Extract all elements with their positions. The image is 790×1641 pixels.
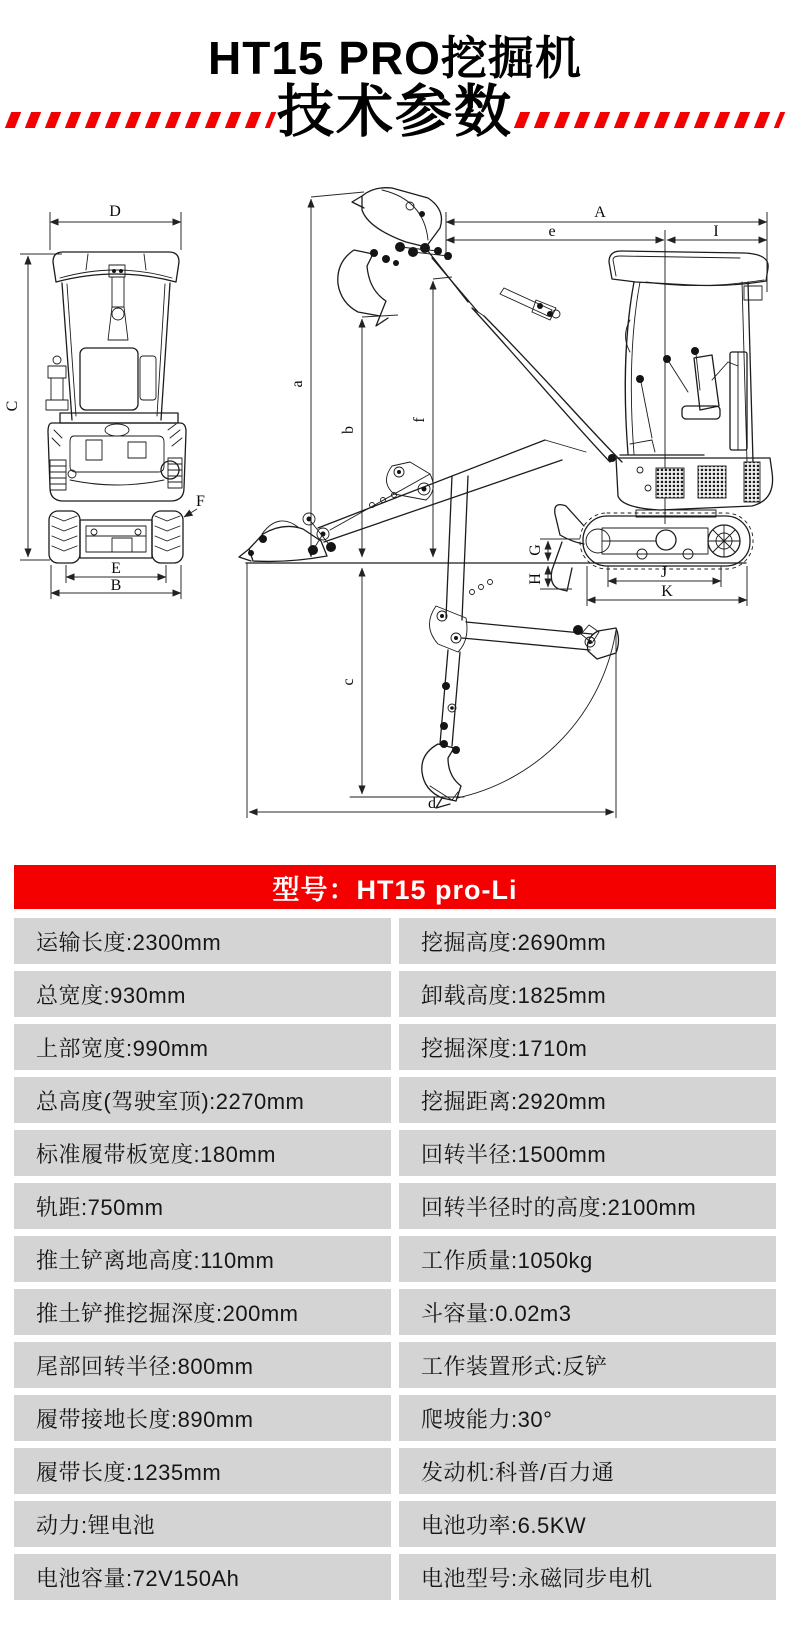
table-row [14,1183,776,1229]
subtitle-row [0,80,790,145]
spec-cell-left: 运输长度:2300mm [14,918,391,964]
table-row [14,1077,776,1123]
spec-cell-right: 电池型号:永磁同步电机 [399,1554,776,1600]
spec-table [14,865,776,1600]
dim-label-D: D [109,203,121,220]
spec-cell-right: 卸载高度:1825mm [399,971,776,1017]
dim-label-I: I [713,223,719,240]
spec-cell-left: 轨距:750mm [14,1183,391,1229]
table-row [14,1395,776,1441]
dim-label-K: K [661,583,673,600]
dim-label-E: E [111,560,121,577]
table-row [14,1448,776,1494]
front-view [4,203,205,599]
dim-label-c: c [340,678,357,686]
spec-cell-left: 标准履带板宽度:180mm [14,1130,391,1176]
red-dash-decoration-left [5,112,276,128]
dim-label-b: b [340,426,357,434]
spec-cell-right: 发动机:科普/百力通 [399,1448,776,1494]
table-row [14,1554,776,1600]
model-header: 型号：HT15 pro-Li [14,865,776,909]
dim-label-H: H [527,573,544,585]
spec-cell-right: 挖掘高度:2690mm [399,918,776,964]
page-title: HT15 PRO挖掘机 [208,32,582,84]
excavator-dimension-drawing [0,168,790,828]
spec-cell-right: 工作装置形式:反铲 [399,1342,776,1388]
technical-drawing [0,168,790,828]
spec-cell-left: 动力:锂电池 [14,1501,391,1547]
spec-cell-right: 挖掘深度:1710m [399,1024,776,1070]
spec-cell-left: 推土铲推挖掘深度:200mm [14,1289,391,1335]
spec-cell-right: 爬坡能力:30° [399,1395,776,1441]
dim-label-A: A [594,204,606,221]
dim-label-B: B [110,577,122,594]
spec-cell-left: 履带长度:1235mm [14,1448,391,1494]
dim-label-F: F [196,493,205,510]
dim-label-f: f [411,417,428,423]
spec-cell-left: 总宽度:930mm [14,971,391,1017]
table-row [14,1130,776,1176]
spec-cell-left: 总高度(驾驶室顶):2270mm [14,1077,391,1123]
spec-cell-right: 斗容量:0.02m3 [399,1289,776,1335]
spec-cell-left: 履带接地长度:890mm [14,1395,391,1441]
table-row [14,971,776,1017]
table-row [14,1289,776,1335]
dim-label-d: d [428,795,436,812]
spec-cell-right: 工作质量:1050kg [399,1236,776,1282]
spec-cell-left: 电池容量:72V150Ah [14,1554,391,1600]
table-row [14,918,776,964]
dim-label-e: e [548,223,556,240]
dim-label-C: C [4,400,21,412]
spec-cell-right: 电池功率:6.5KW [399,1501,776,1547]
table-row [14,1342,776,1388]
red-dash-decoration-right [514,112,785,128]
spec-cell-left: 推土铲离地高度:110mm [14,1236,391,1282]
table-row [14,1024,776,1070]
table-row [14,1236,776,1282]
spec-cell-left: 尾部回转半径:800mm [14,1342,391,1388]
dim-label-a: a [289,380,306,388]
spec-table-body [14,918,776,1600]
side-view [239,188,773,818]
spec-cell-left: 上部宽度:990mm [14,1024,391,1070]
table-row [14,1501,776,1547]
spec-cell-right: 回转半径:1500mm [399,1130,776,1176]
spec-cell-right: 回转半径时的高度:2100mm [399,1183,776,1229]
header [0,0,790,145]
dim-label-G: G [527,544,544,556]
dim-label-J: J [660,564,668,581]
page-subtitle: 技术参数 [277,80,513,145]
spec-cell-right: 挖掘距离:2920mm [399,1077,776,1123]
